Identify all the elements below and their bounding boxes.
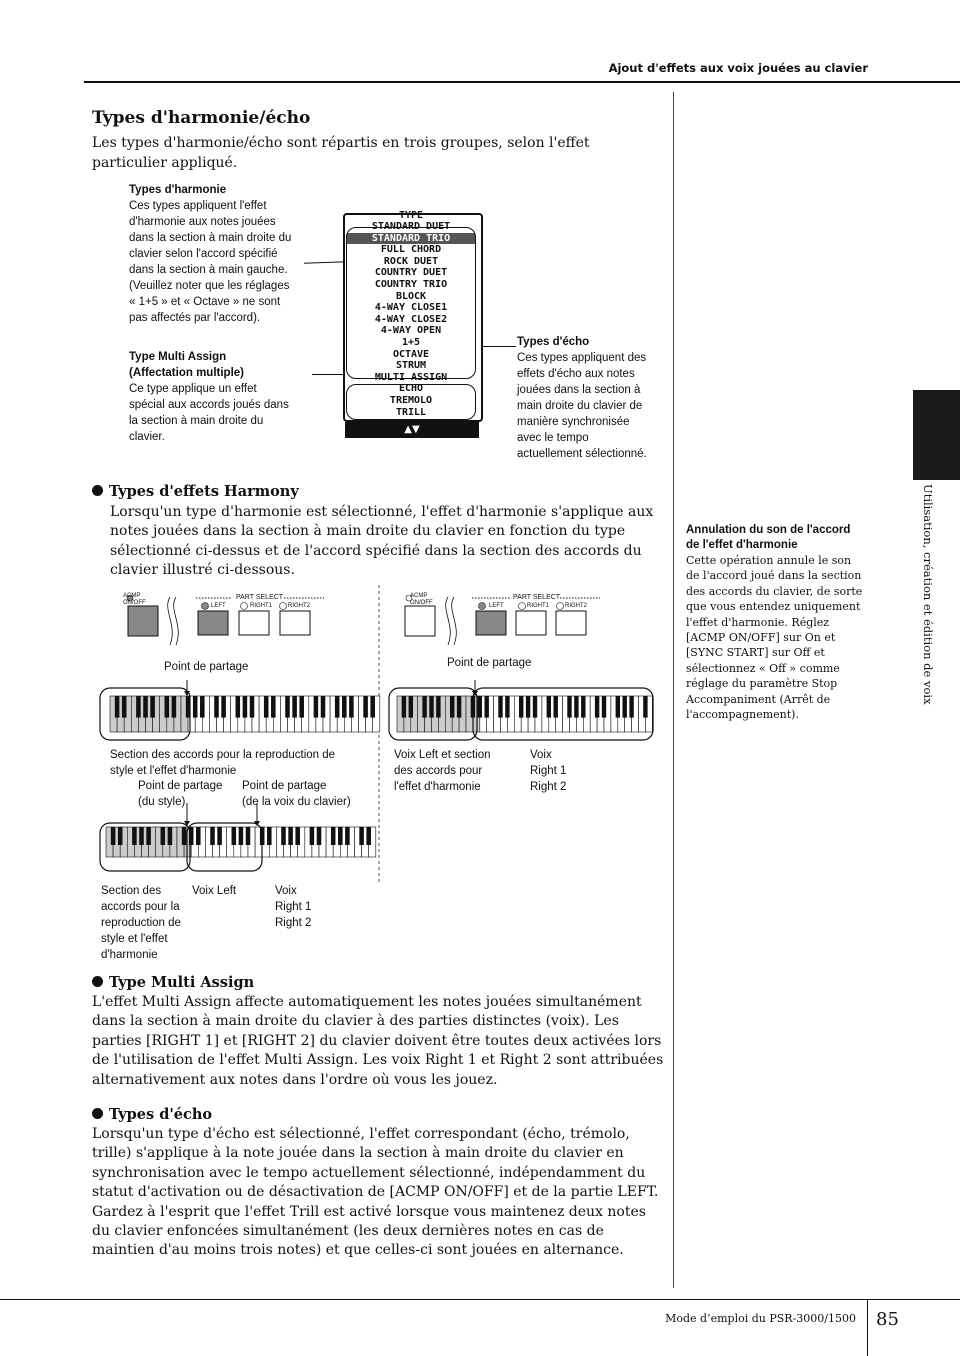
keyboard-bottom	[106, 827, 376, 857]
keyboard-top-right	[397, 696, 652, 732]
black-key	[402, 696, 406, 718]
black-key	[243, 696, 248, 718]
black-key	[349, 696, 354, 718]
black-key	[519, 696, 523, 718]
black-key	[574, 696, 578, 718]
harmony-callout-line: « 1+5 » et « Octave » ne sont	[129, 296, 281, 308]
black-key	[317, 827, 322, 845]
echo-callout-line: actuellement sélectionné.	[517, 448, 647, 460]
multi-assign-callout	[129, 349, 329, 445]
harmony-callout	[129, 182, 329, 326]
harmony-callout-line: d'harmonie aux notes jouées	[129, 216, 276, 228]
lcd-item-standard-trio[interactable]: STANDARD TRIO	[347, 233, 475, 245]
caption-line: Right 1	[275, 901, 312, 913]
multi-callout-subtitle: (Affectation multiple)	[129, 367, 244, 379]
black-key	[285, 696, 290, 718]
caption-line: style et l'effet d'harmonie	[110, 765, 237, 777]
caption-line: accords pour la	[101, 901, 180, 913]
multi-connector	[312, 374, 346, 375]
black-key	[182, 827, 187, 845]
black-key	[498, 696, 502, 718]
lcd-item-tremolo[interactable]: TREMOLO	[389, 395, 433, 406]
black-key	[250, 696, 255, 718]
black-key	[150, 696, 155, 718]
sidebar-note-title-line: Annulation du son de l'accord	[686, 524, 851, 536]
part-select-label-left: PART SELECT	[236, 594, 284, 601]
black-key	[193, 696, 198, 718]
caption-line: Point de partage	[138, 780, 223, 792]
black-key	[288, 827, 293, 845]
echo-group-bracket	[346, 384, 476, 420]
black-key	[370, 696, 375, 718]
black-key	[232, 827, 237, 845]
black-key	[292, 696, 297, 718]
echo-callout-line: effets d'écho aux notes	[517, 368, 635, 380]
echo-callout-line: Ces types appliquent des	[517, 352, 647, 364]
split-point-label-1: Point de partage	[164, 661, 249, 673]
lcd-item-full-chord[interactable]: FULL CHORD	[380, 244, 442, 256]
lcd-item-4way-close2[interactable]: 4-WAY CLOSE2	[374, 313, 448, 325]
bullet-icon	[92, 976, 103, 987]
black-key	[478, 696, 482, 718]
caption-line: l'effet d'harmonie	[394, 781, 481, 793]
sidebar-note	[686, 523, 868, 722]
harmony-callout-line: clavier selon l'accord spécifié	[129, 248, 278, 260]
caption-line: (de la voix du clavier)	[242, 796, 351, 808]
caption-line: des accords pour	[394, 765, 483, 777]
chapter-tab-label: Utilisation, création et édition de voix	[921, 484, 935, 705]
black-key	[165, 696, 170, 718]
caption-line: Right 1	[530, 765, 567, 777]
harmony-callout-line: dans la section à main gauche.	[129, 264, 288, 276]
split-style-caption	[138, 778, 243, 810]
acmp-label-right	[410, 593, 433, 607]
footer-rule	[0, 1299, 960, 1300]
section-title: Types d'harmonie/écho	[92, 108, 311, 128]
lcd-scroll-arrows[interactable]: ▲▼	[345, 422, 479, 438]
black-key	[331, 827, 336, 845]
section-intro: Les types d'harmonie/écho sont répartis en trois groupes, selon l'effet particulier appliqué.	[92, 135, 590, 171]
caption-line: reproduction de	[101, 917, 181, 929]
column-divider	[673, 92, 674, 1288]
lcd-item-block[interactable]: BLOCK	[395, 290, 427, 302]
black-key	[450, 696, 454, 718]
black-key	[602, 696, 606, 718]
black-key	[643, 696, 647, 718]
echo-callout	[517, 334, 667, 462]
black-key	[616, 696, 620, 718]
black-key	[221, 696, 226, 718]
black-key	[547, 696, 551, 718]
black-key	[595, 696, 599, 718]
black-key	[139, 827, 144, 845]
lcd-header: TYPE	[398, 210, 424, 221]
acmp-label-line: ON/OFF	[123, 600, 146, 606]
black-key	[409, 696, 413, 718]
echo-callout-title: Types d'écho	[517, 336, 590, 348]
black-key	[271, 696, 276, 718]
black-key	[214, 696, 219, 718]
black-key	[210, 827, 215, 845]
black-key	[335, 696, 340, 718]
caption-line: Voix	[530, 749, 552, 761]
multi-callout-title: Type Multi Assign	[129, 351, 227, 363]
black-key	[196, 827, 201, 845]
footer-separator	[867, 1299, 868, 1356]
echo-text: Lorsqu'un type d'écho est sélectionné, l'effet correspondant (écho, trémolo, trille) s'applique à la note jouée dans la section à main droite du clavier en synchronisation avec le tempo actuellement sélectionné, indépendamment du statut d'activation ou de désactivation de [ACMP ON/OFF] et de la partie LEFT. Gardez à l'esprit que l'effet Trill est activé lorsque vous maintenez deux notes du clavier enfoncées simultanément (les deux dernières notes en cas de maintien d'au moins trois notes) et que celles-ci sont jouées en alternance.	[92, 1126, 659, 1259]
right2-label: RIGHT2	[288, 603, 311, 609]
black-key	[111, 827, 116, 845]
black-key	[457, 696, 461, 718]
black-key	[295, 827, 300, 845]
black-key	[422, 696, 426, 718]
lcd-item-4way-open[interactable]: 4-WAY OPEN	[380, 325, 442, 337]
harmony-callout-line: (Veuillez noter que les réglages	[129, 280, 290, 292]
caption-line: Voix	[275, 885, 297, 897]
black-key	[239, 827, 244, 845]
black-key	[321, 696, 326, 718]
multi-callout-line: spécial aux accords joués dans	[129, 399, 289, 411]
lcd-item-octave[interactable]: OCTAVE	[392, 348, 430, 360]
caption-line: Voix Left et section	[394, 749, 491, 761]
harmony-callout-line: pas affectés par l'accord).	[129, 312, 261, 324]
right1-label: RIGHT1	[250, 603, 273, 609]
split-voice-caption	[242, 778, 382, 810]
lcd-item-country-trio[interactable]: COUNTRY TRIO	[374, 279, 448, 290]
caption-line: Right 2	[530, 781, 567, 793]
echo-callout-line: main droite du clavier de	[517, 400, 643, 412]
black-key	[236, 696, 241, 718]
footer-manual-title: Mode d’emploi du PSR-3000/1500	[665, 1312, 856, 1325]
black-key	[161, 827, 166, 845]
type-lcd-display	[343, 210, 481, 438]
lcd-item-country-duet[interactable]: COUNTRY DUET	[374, 267, 448, 279]
black-key	[622, 696, 626, 718]
sidebar-note-text: Cette opération annule le son de l'accord joué dans la section des accords du clavier, de sorte que vous entendez uniquement l'effet d'harmonie. Réglez [ACMP ON/OFF] sur On et [SYNC START] sur Off et sélectionnez « Off » comme réglage du paramètre Stop Accompaniment (Arrêt de l'accompagnement).	[686, 554, 863, 722]
lcd-item-echo[interactable]: ECHO	[398, 383, 424, 395]
black-key	[299, 696, 304, 718]
black-key	[118, 827, 123, 845]
black-key	[553, 696, 557, 718]
multi-assign-heading	[92, 974, 254, 991]
black-key	[143, 696, 148, 718]
lcd-item-trill[interactable]: TRILL	[395, 406, 427, 418]
caption-line: Section des	[101, 885, 162, 897]
black-key	[484, 696, 488, 718]
echo-heading	[92, 1106, 212, 1123]
black-key	[567, 696, 571, 718]
right1-label: RIGHT1	[527, 603, 550, 609]
black-key	[629, 696, 633, 718]
caption-line: Right 2	[275, 917, 312, 929]
acmp-label-line: ACMP	[123, 593, 141, 599]
running-header: Ajout d'effets aux voix jouées au clavier	[608, 61, 868, 75]
black-key	[281, 827, 286, 845]
keyboard-top-left	[110, 696, 380, 732]
multi-callout-line: Ce type applique un effet	[129, 383, 257, 395]
right2-label: RIGHT2	[565, 603, 588, 609]
caption-line: Point de partage	[242, 780, 327, 792]
black-key	[345, 827, 350, 845]
echo-callout-line: manière synchronisée	[517, 416, 630, 428]
black-key	[267, 827, 272, 845]
black-key	[366, 827, 371, 845]
multi-callout-line: la section à main droite du	[129, 415, 264, 427]
black-key	[526, 696, 530, 718]
echo-callout-line: avec le tempo	[517, 432, 589, 444]
voice-left-label: Voix Left	[192, 885, 237, 897]
harmony-text: Lorsqu'un type d'harmonie est sélectionné, l'effet d'harmonie s'applique aux notes jouées dans la section à main droite du clavier en fonction du type sélectionné ci-dessus et de l'accord spécifié dans la section des accords du clavier illustré ci-dessous.	[110, 504, 654, 579]
chapter-tab	[913, 390, 960, 480]
caption-line: (du style)	[138, 796, 186, 808]
caption-line: Section des accords pour la reproduction de	[110, 749, 336, 761]
black-key	[363, 696, 368, 718]
sidebar-note-title	[686, 523, 868, 553]
black-key	[505, 696, 509, 718]
sidebar-note-title-line: de l'effet d'harmonie	[686, 539, 798, 551]
header-rule	[84, 81, 960, 83]
harmony-heading-text: Types d'effets Harmony	[109, 483, 299, 500]
black-key	[122, 696, 127, 718]
part-select-label-right: PART SELECT	[513, 594, 561, 601]
caption-line: style et l'effet	[101, 933, 168, 945]
bullet-icon	[92, 1108, 103, 1119]
black-key	[314, 696, 319, 718]
voice-left-caption	[394, 747, 514, 795]
lcd-item-1-plus-5[interactable]: 1+5	[401, 337, 421, 348]
lcd-item-standard-duet[interactable]: STANDARD DUET	[371, 221, 451, 232]
harmony-callout-title: Types d'harmonie	[129, 184, 227, 196]
black-key	[533, 696, 537, 718]
split-point-label-2: Point de partage	[447, 657, 532, 669]
bullet-icon	[92, 485, 103, 496]
harmony-callout-line: dans la section à main droite du	[129, 232, 292, 244]
black-key	[200, 696, 205, 718]
left-label: LEFT	[489, 603, 504, 609]
black-key	[310, 827, 315, 845]
lcd-item-4way-close1[interactable]: 4-WAY CLOSE1	[374, 302, 448, 314]
black-key	[581, 696, 585, 718]
black-key	[136, 696, 141, 718]
black-key	[217, 827, 222, 845]
voice-right-caption	[530, 747, 590, 795]
page-number: 85	[876, 1309, 899, 1330]
black-key	[264, 696, 269, 718]
voice-right-label	[275, 883, 335, 931]
bottom-section-caption	[101, 883, 196, 963]
multi-assign-heading-text: Type Multi Assign	[109, 974, 255, 991]
left-label: LEFT	[211, 603, 226, 609]
caption-line: d'harmonie	[101, 949, 158, 961]
black-key	[132, 827, 137, 845]
lcd-item-strum[interactable]: STRUM	[395, 360, 427, 372]
acmp-label-line: ACMP	[410, 593, 428, 599]
black-key	[429, 696, 433, 718]
black-key	[436, 696, 440, 718]
harmony-callout-line: Ces types appliquent l'effet	[129, 200, 267, 212]
chord-section-caption	[110, 747, 380, 779]
black-key	[168, 827, 173, 845]
echo-connector	[482, 346, 516, 347]
black-key	[359, 827, 364, 845]
black-key	[342, 696, 347, 718]
acmp-label-left	[123, 593, 146, 607]
acmp-label-line: ON/OFF	[410, 600, 433, 606]
black-key	[172, 696, 177, 718]
black-key	[115, 696, 120, 718]
harmony-group-bracket	[346, 227, 476, 379]
black-key	[246, 827, 251, 845]
echo-callout-line: jouées dans la section à	[517, 384, 641, 396]
lcd-item-rock-duet[interactable]: ROCK DUET	[383, 255, 439, 267]
black-key	[146, 827, 151, 845]
lcd-item-multi-assign[interactable]: MULTI ASSIGN	[374, 371, 448, 383]
echo-heading-text: Types d'écho	[109, 1106, 213, 1123]
black-key	[338, 827, 343, 845]
harmony-heading	[92, 483, 299, 500]
multi-callout-line: clavier.	[129, 431, 165, 443]
multi-assign-text: L'effet Multi Assign affecte automatiquement les notes jouées simultanément dans la section à main droite du clavier à des parties distinctes (voix). Les parties [RIGHT 1] et [RIGHT 2] du clavier doivent être toutes deux activées lors de l'utilisation de l'effet Multi Assign. Les voix Right 1 et Right 2 sont attribuées alternativement aux notes dans l'ordre où vous les jouez.	[92, 994, 664, 1088]
